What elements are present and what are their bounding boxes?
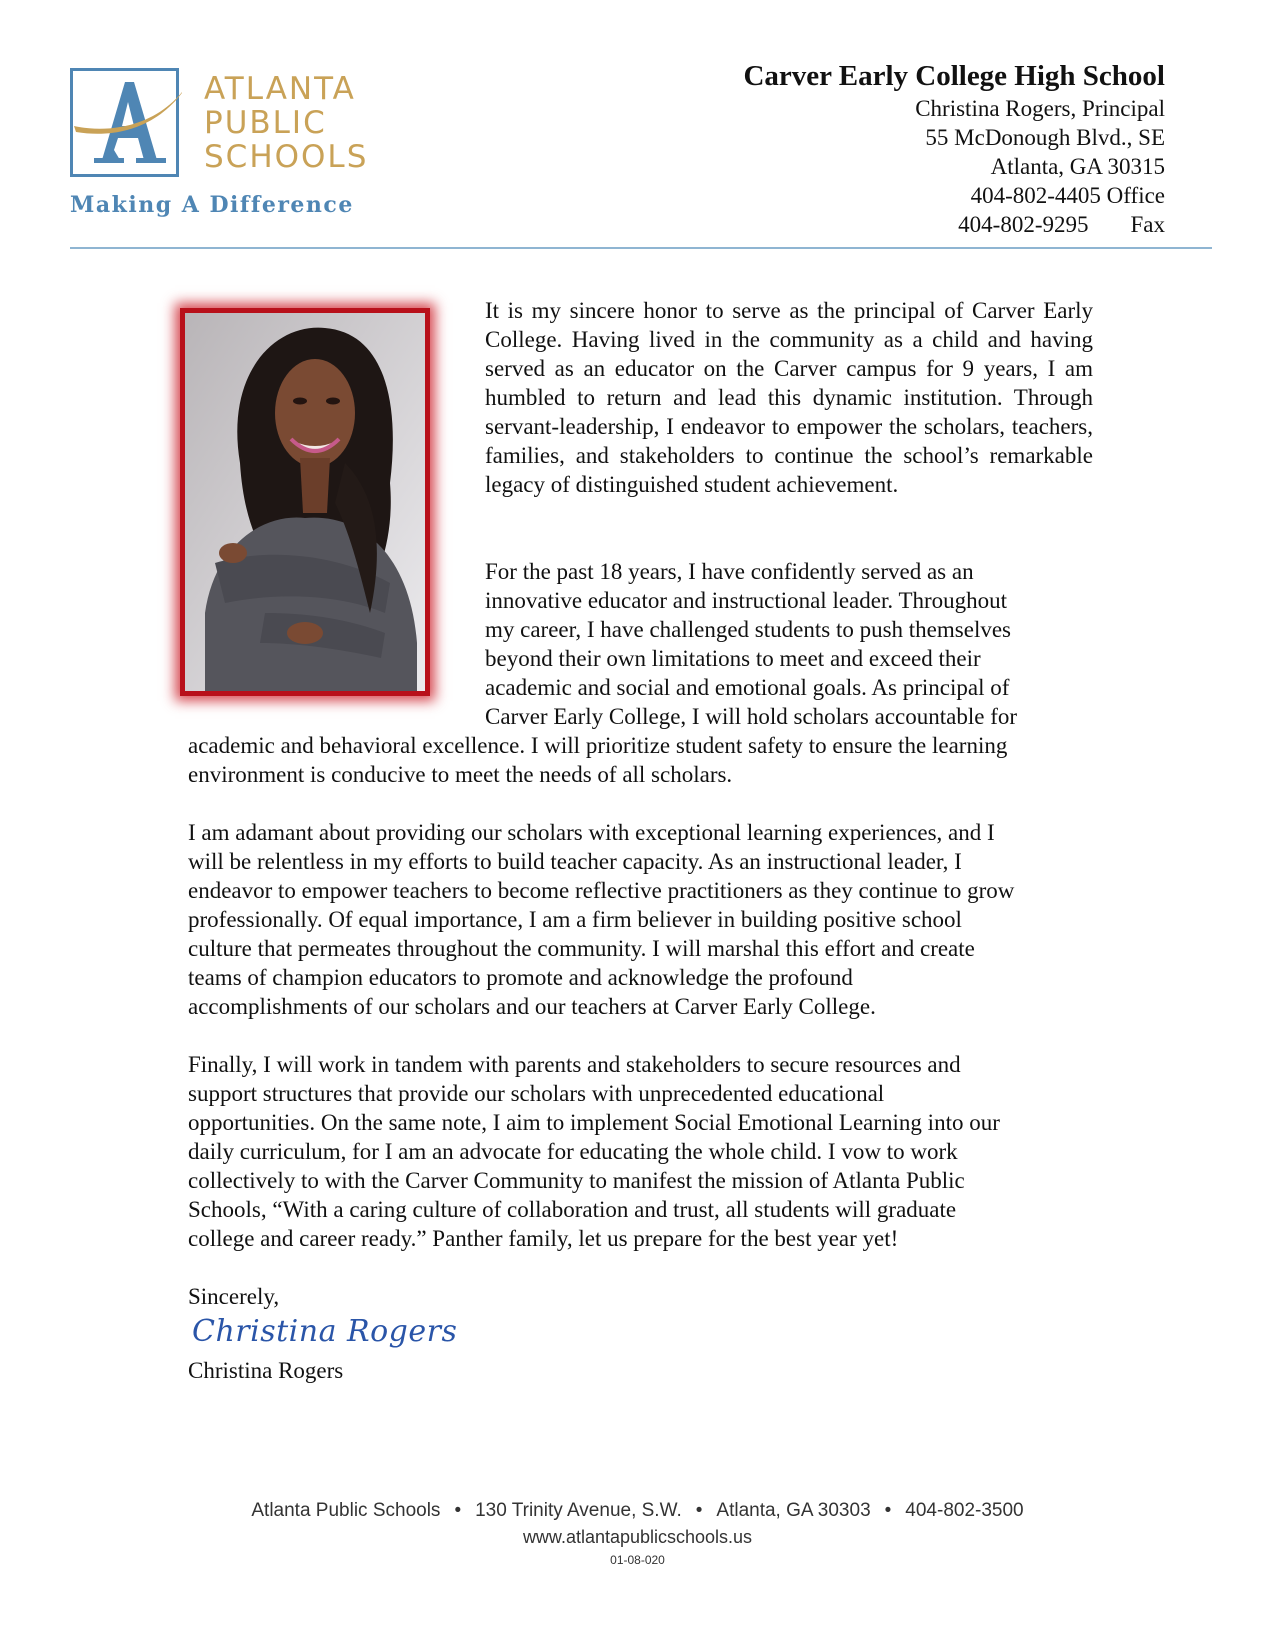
footer-address: 130 Trinity Avenue, S.W. bbox=[475, 1500, 682, 1521]
aps-logo bbox=[70, 68, 370, 228]
letter-line: I am adamant about providing our scholars with exceptional learning experiences, and I bbox=[188, 820, 995, 845]
letter-line: my career, I have challenged students to push themselves bbox=[485, 617, 1011, 642]
city-state-zip: Atlanta, GA 30315 bbox=[990, 154, 1165, 179]
header-divider bbox=[70, 247, 1212, 249]
footer-phone: 404-802-3500 bbox=[905, 1500, 1024, 1521]
letter-line: culture that permeates throughout the community. I will marshal this effort and create bbox=[188, 936, 975, 961]
logo-word-schools: SCHOOLS bbox=[204, 139, 369, 175]
letter-paragraph-4 bbox=[188, 1050, 1093, 1253]
footer-contact-line bbox=[0, 1500, 1275, 1522]
letter-line: professionally. Of equal importance, I am a firm believer in building positive school bbox=[188, 907, 962, 932]
logo-word-public: PUBLIC bbox=[204, 105, 327, 141]
letter-line: teams of champion educators to promote and acknowledge the profound bbox=[188, 965, 853, 990]
closing-salutation: Sincerely, bbox=[188, 1284, 280, 1309]
letter-line: support structures that provide our scholars with unprecedented educational bbox=[188, 1081, 885, 1106]
letter-paragraph-2 bbox=[485, 557, 1093, 731]
footer-website[interactable]: www.atlantapublicschools.us bbox=[522, 1527, 753, 1547]
letter-line: innovative educator and instructional leader. Throughout bbox=[485, 588, 1008, 613]
letter-line: will be relentless in my efforts to build teacher capacity. As an instructional leader, I bbox=[188, 849, 962, 874]
portrait-image bbox=[185, 313, 425, 691]
letter-line: college and career ready.” Panther family, let us prepare for the best year yet! bbox=[188, 1226, 899, 1251]
fax-line bbox=[743, 210, 1165, 239]
office-phone: 404-802-4405 Office bbox=[970, 183, 1165, 208]
principal-name: Christina Rogers, Principal bbox=[915, 96, 1165, 121]
letter-paragraph-2-continued bbox=[188, 731, 1093, 789]
footer-form-code: 01-08-020 bbox=[610, 1553, 665, 1567]
letter-line: environment is conducive to meet the needs of all scholars. bbox=[188, 762, 733, 787]
school-address-block bbox=[743, 58, 1165, 239]
letter-line: academic and behavioral excellence. I will prioritize student safety to ensure the learning bbox=[188, 733, 1008, 758]
letter-line: accomplishments of our scholars and our teachers at Carver Early College. bbox=[188, 994, 876, 1019]
letter-line: academic and social and emotional goals. As principal of bbox=[485, 675, 1010, 700]
school-name: Carver Early College High School bbox=[743, 60, 1165, 92]
street-address: 55 McDonough Blvd., SE bbox=[925, 125, 1165, 150]
letter-line: For the past 18 years, I have confidently served as an bbox=[485, 559, 974, 584]
letter-line: opportunities. On the same note, I aim to implement Social Emotional Learning into our bbox=[188, 1110, 1000, 1135]
letter-line: daily curriculum, for I am an advocate for educating the whole child. I vow to work bbox=[188, 1139, 958, 1164]
footer-separator: • bbox=[695, 1500, 703, 1521]
handwritten-signature: Christina Rogers bbox=[192, 1314, 458, 1349]
letter-paragraph-3 bbox=[188, 818, 1093, 1021]
letter-paragraph-1: It is my sincere honor to serve as the principal of Carver Early College. Having lived in the community as a child and having served as an educator on the Carver campus for 9 years, I am humbled to return and lead this dynamic institution. Through servant-leadership, I endeavor to empower the scholars, teachers, families, and stakeholders to continue the school’s remarkable legacy of distinguished student achievement. bbox=[485, 298, 1093, 497]
letter-line: Carver Early College, I will hold scholars accountable for bbox=[485, 704, 1018, 729]
logo-word-atlanta: ATLANTA bbox=[204, 71, 356, 107]
logo-tagline: Making A Difference bbox=[70, 192, 354, 218]
letter-line: beyond their own limitations to meet and exceed their bbox=[485, 646, 981, 671]
footer-separator: • bbox=[884, 1500, 892, 1521]
letter-line: Schools, “With a caring culture of collaboration and trust, all students will graduate bbox=[188, 1197, 957, 1222]
principal-photo bbox=[180, 308, 430, 696]
signer-name: Christina Rogers bbox=[188, 1358, 344, 1383]
footer-separator: • bbox=[454, 1500, 462, 1521]
footer-org: Atlanta Public Schools bbox=[251, 1500, 441, 1521]
fax-number: 404-802-9295 bbox=[958, 212, 1089, 237]
letter-line: endeavor to empower teachers to become reflective practitioners as they continue to grow bbox=[188, 878, 1015, 903]
letter-line: Finally, I will work in tandem with parents and stakeholders to secure resources and bbox=[188, 1052, 961, 1077]
letter-line: collectively to with the Carver Community to manifest the mission of Atlanta Public bbox=[188, 1168, 965, 1193]
fax-label: Fax bbox=[1130, 212, 1165, 237]
aps-a-logo-icon bbox=[70, 68, 182, 180]
footer-city: Atlanta, GA 30303 bbox=[716, 1500, 871, 1521]
